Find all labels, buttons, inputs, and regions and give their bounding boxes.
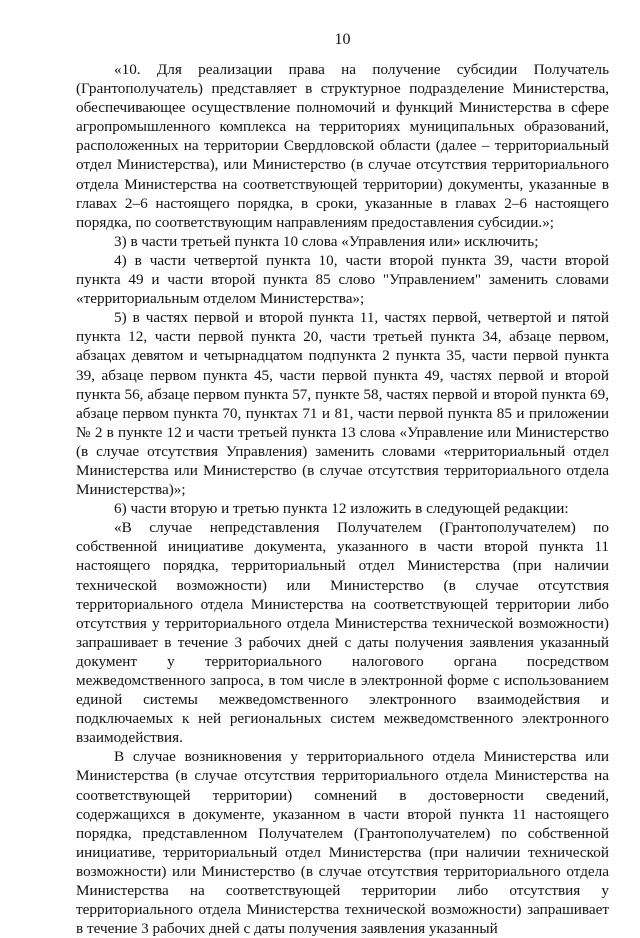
document-page <box>76 30 609 938</box>
paragraph-amendment-5: 5) в частях первой и второй пункта 11, частях первой, четвертой и пятой пункта 12, части первой пункта 20, части третьей пункта 34, абзаце первом, абзацах девятом и четырнадцатом подпункта 2 пункта 35, части первой пункта 39, абзаце первом пункта 45, части первой пункта 49, частях первой и второй пункта 56, абзаце первом пункта 57, пункте 58, частях первой и второй пункта 69, абзаце первом пункта 70, пунктах 71 и 81, части первой пункта 85 и приложении № 2 в пункте 12 и части третьей пункта 13 слова «Управление или Министерство (в случае отсутствия Управления) заменить словами «территориальный отдел Министерства или Министерство (в случае отсутствия территориального отдела Министерства)»; <box>76 309 609 499</box>
paragraph-amendment-6: 6) части вторую и третью пункта 12 изложить в следующей редакции: <box>114 500 569 518</box>
paragraph-amendment-4: 4) в части четвертой пункта 10, части второй пункта 39, части второй пункта 49 и части второй пункта 85 слово "Управлением" заменить словами «территориальным отделом Министерства»; <box>76 251 609 308</box>
paragraph-item-10: «10. Для реализации права на получение субсидии Получатель (Грантополучатель) представляет в структурное подразделение Министерства, обеспечивающее осуществление полномочий и функций Министерства в сфере агропромышленного комплекса на территориях муниципальных образований, расположенных на территории Свердловской области (далее – территориальный отдел Министерства), или Министерство (в случае отсутствия территориального отдела Министерства на соответствующей территории) документы, указанные в главах 2–6 настоящего порядка, в сроки, указанные в главах 2–6 настоящего порядка, по соответствующим направлениям предоставления субсидии.»; <box>76 61 609 231</box>
page-number: 10 <box>334 31 351 48</box>
paragraph-quoted-part-3: В случае возникновения у территориального отдела Министерства или Министерства (в случае отсутствия территориального отдела Министерства на соответствующей территории) сомнений в достоверности сведений, содержащихся в документе, указанном в части второй пункта 11 настоящего порядка, представленном Получателем (Грантополучателем) по собственной инициативе, территориальный отдел Министерства (при наличии технической возможности) или Министерство (в случае отсутствия территориального отдела Министерства на соответствующей территории либо отсутствия у территориального отдела Министерства технической возможности) запрашивает в течение 3 рабочих дней с даты получения заявления указанный <box>76 748 609 938</box>
paragraph-quoted-part-2: «В случае непредставления Получателем (Грантополучателем) по собственной инициативе документа, указанного в части второй пункта 11 настоящего порядка, территориальный отдел Министерства (при наличии технической возможности) или Министерство (в случае отсутствия территориального отдела Министерства на соответствующей территории либо отсутствия у территориального отдела Министерства технической возможности) запрашивает в течение 3 рабочих дней с даты получения заявления указанный документ у территориального налогового органа посредством межведомственного запроса, в том числе в электронной форме с использованием единой системы межведомственного электронного взаимодействия и подключаемых к ней региональных систем межведомственного электронного взаимодействия. <box>76 519 609 747</box>
paragraph-amendment-3: 3) в части третьей пункта 10 слова «Управления или» исключить; <box>114 232 539 250</box>
